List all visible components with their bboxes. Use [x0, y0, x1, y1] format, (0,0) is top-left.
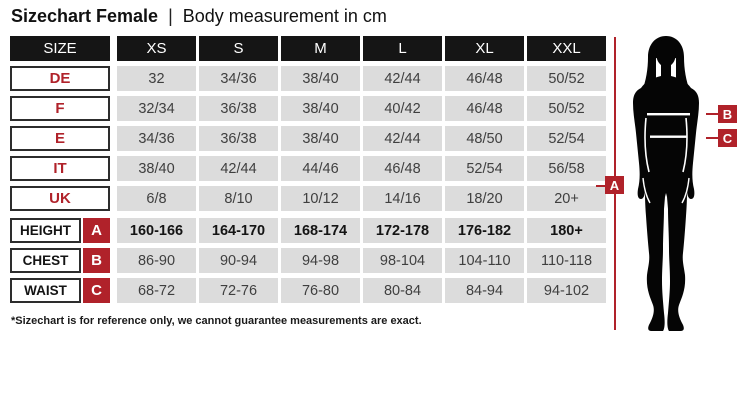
figure-marker-c: C — [718, 129, 737, 147]
size-table — [10, 36, 606, 308]
row-label-uk: UK — [10, 186, 110, 211]
marker-badge-b: B — [83, 248, 110, 273]
chest-label-group — [10, 248, 110, 273]
cell-waist-l: 80-84 — [363, 278, 442, 303]
title-main: Sizechart Female — [11, 6, 159, 26]
cell-f-l: 40/42 — [363, 96, 442, 121]
cell-de-l: 42/44 — [363, 66, 442, 91]
row-label-de: DE — [10, 66, 110, 91]
page-title — [11, 6, 387, 27]
table-row-height — [10, 218, 606, 243]
row-label-f: F — [10, 96, 110, 121]
cell-chest-l: 98-104 — [363, 248, 442, 273]
header-cell-xxl: XXL — [527, 36, 606, 61]
cell-it-l: 46/48 — [363, 156, 442, 181]
cell-de-xs: 32 — [117, 66, 196, 91]
table-row-uk — [10, 186, 606, 211]
row-label-waist: WAIST — [10, 278, 81, 303]
figure-marker-b: B — [718, 105, 737, 123]
cell-height-xs: 160-166 — [117, 218, 196, 243]
marker-badge-c: C — [83, 278, 110, 303]
cell-uk-l: 14/16 — [363, 186, 442, 211]
header-cell-size: SIZE — [10, 36, 110, 61]
cell-waist-xl: 84-94 — [445, 278, 524, 303]
row-label-e: E — [10, 126, 110, 151]
cell-waist-m: 76-80 — [281, 278, 360, 303]
cell-uk-xs: 6/8 — [117, 186, 196, 211]
table-row-de — [10, 66, 606, 91]
footnote: *Sizechart is for reference only, we cannot guarantee measurements are exact. — [11, 315, 422, 327]
cell-it-xl: 52/54 — [445, 156, 524, 181]
cell-f-xl: 46/48 — [445, 96, 524, 121]
cell-de-s: 34/36 — [199, 66, 278, 91]
cell-e-xl: 48/50 — [445, 126, 524, 151]
cell-it-xs: 38/40 — [117, 156, 196, 181]
table-row-chest — [10, 248, 606, 273]
cell-waist-xs: 68-72 — [117, 278, 196, 303]
table-row-e — [10, 126, 606, 151]
cell-chest-xl: 104-110 — [445, 248, 524, 273]
table-row-waist — [10, 278, 606, 303]
cell-height-m: 168-174 — [281, 218, 360, 243]
header-cell-xs: XS — [117, 36, 196, 61]
waist-line — [650, 136, 687, 138]
row-label-it: IT — [10, 156, 110, 181]
figure-marker-a: A — [605, 176, 624, 194]
height-label-group — [10, 218, 110, 243]
title-separator: | — [168, 6, 173, 26]
header-cell-xl: XL — [445, 36, 524, 61]
cell-uk-s: 8/10 — [199, 186, 278, 211]
cell-chest-m: 94-98 — [281, 248, 360, 273]
cell-uk-xl: 18/20 — [445, 186, 524, 211]
cell-e-xs: 34/36 — [117, 126, 196, 151]
row-label-chest: CHEST — [10, 248, 81, 273]
cell-waist-xxl: 94-102 — [527, 278, 606, 303]
chest-line — [647, 113, 690, 115]
title-subtitle: Body measurement in cm — [182, 6, 387, 26]
cell-e-xxl: 52/54 — [527, 126, 606, 151]
cell-it-m: 44/46 — [281, 156, 360, 181]
cell-f-m: 38/40 — [281, 96, 360, 121]
cell-waist-s: 72-76 — [199, 278, 278, 303]
cell-chest-xxl: 110-118 — [527, 248, 606, 273]
cell-de-xxl: 50/52 — [527, 66, 606, 91]
cell-de-m: 38/40 — [281, 66, 360, 91]
header-cell-l: L — [363, 36, 442, 61]
cell-chest-xs: 86-90 — [117, 248, 196, 273]
cell-f-xxl: 50/52 — [527, 96, 606, 121]
header-cell-m: M — [281, 36, 360, 61]
cell-height-s: 164-170 — [199, 218, 278, 243]
cell-e-l: 42/44 — [363, 126, 442, 151]
cell-f-s: 36/38 — [199, 96, 278, 121]
cell-f-xs: 32/34 — [117, 96, 196, 121]
table-row-it — [10, 156, 606, 181]
table-row-f — [10, 96, 606, 121]
cell-e-s: 36/38 — [199, 126, 278, 151]
cell-uk-xxl: 20+ — [527, 186, 606, 211]
cell-uk-m: 10/12 — [281, 186, 360, 211]
cell-height-xxl: 180+ — [527, 218, 606, 243]
marker-badge-a: A — [83, 218, 110, 243]
row-label-height: HEIGHT — [10, 218, 81, 243]
cell-it-xxl: 56/58 — [527, 156, 606, 181]
cell-height-l: 172-178 — [363, 218, 442, 243]
header-cell-s: S — [199, 36, 278, 61]
waist-label-group — [10, 278, 110, 303]
cell-chest-s: 90-94 — [199, 248, 278, 273]
cell-it-s: 42/44 — [199, 156, 278, 181]
cell-e-m: 38/40 — [281, 126, 360, 151]
female-silhouette-icon — [628, 30, 720, 336]
cell-height-xl: 176-182 — [445, 218, 524, 243]
table-header-row — [10, 36, 606, 61]
cell-de-xl: 46/48 — [445, 66, 524, 91]
